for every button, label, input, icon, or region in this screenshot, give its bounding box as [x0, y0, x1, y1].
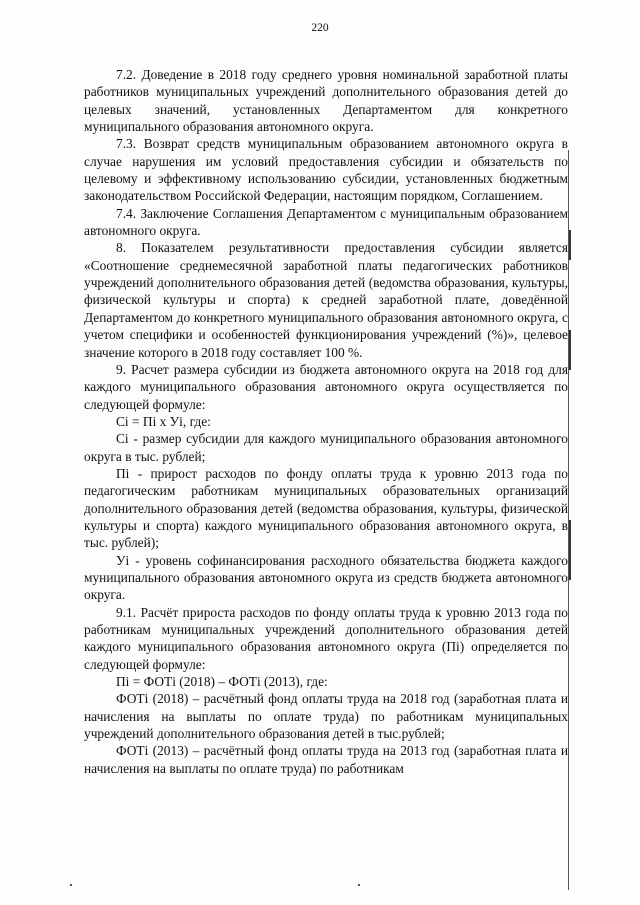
paragraph-7-3: 7.3. Возврат средств муниципальным образованием автономного округа в случае нарушения им условий предоставления субсидии и обязательств по целевому и эффективному использованию субсидии, установленных бюджетным законодательством Российской Федерации, настоящим порядком, Соглашением.: [84, 136, 568, 204]
document-body: [84, 66, 568, 777]
scan-speck: [70, 884, 72, 886]
paragraph-7-2: 7.2. Доведение в 2018 году среднего уровня номинальной заработной платы работников муниципальных учреждений дополнительного образования детей до целевых значений, установленных Департаментом для конкретного муниципального образования автономного округа.: [84, 67, 568, 135]
formula-ci: Ci = Пi x Уi, где:: [116, 413, 211, 429]
scan-edge-mark: [569, 520, 571, 580]
definition-pi: Пi - прирост расходов по фонду оплаты труда к уровню 2013 года по педагогическим работникам муниципальных образовательных организаций дополнительного образования детей (ведомства образования, культуры, физической культуры и спорта) каждого муниципального образования автономного округа, в тыс. рублей);: [84, 465, 568, 551]
paragraph-9: 9. Расчет размера субсидии из бюджета автономного округа на 2018 год для каждого муниципального образования автономного округа осуществляется по следующей формуле:: [84, 361, 568, 412]
definition-ui: Уi - уровень софинансирования расходного обязательства бюджета каждого муниципального образования автономного округа из средств бюджета автономного округа.: [84, 552, 568, 603]
page-number: 220: [311, 22, 329, 34]
definition-ci: Ci - размер субсидии для каждого муниципального образования автономного округа в тыс. рублей;: [84, 431, 568, 464]
scan-edge-mark: [569, 330, 571, 370]
paragraph-7-4: 7.4. Заключение Соглашения Департаментом с муниципальным образованием автономного округа.: [84, 205, 568, 239]
definition-fot-2018: ФОТi (2018) – расчётный фонд оплаты труда на 2018 год (заработная плата и начисления на выплаты по оплате труда) по работникам муниципальных учреждений дополнительного образования детей в тыс.рублей;: [84, 691, 568, 742]
definition-fot-2013: ФОТi (2013) – расчётный фонд оплаты труда на 2013 год (заработная плата и начисления на выплаты по оплате труда) по работникам: [84, 743, 568, 776]
paragraph-9-1: 9.1. Расчёт прироста расходов по фонду оплаты труда к уровню 2013 года по работникам муниципальных учреждений дополнительного образования детей каждого муниципального образования автономного округа (Пi) определяется по следующей формуле:: [84, 604, 568, 672]
scan-edge-mark: [569, 230, 571, 260]
paragraph-8: 8. Показателем результативности предоставления субсидии является «Соотношение среднемесячной заработной платы педагогических работников учреждений дополнительного образования детей (ведомства образования, культуры, физической культуры и спорта) к средней заработной плате, доведённой Департаментом до конкретного муниципального образования автономного округа, с учетом специфики и особенностей функционирования учреждений (%)», целевое значение которого в 2018 году составляет 100 %.: [84, 240, 568, 360]
formula-pi: Пi = ФОТi (2018) – ФОТi (2013), где:: [116, 674, 328, 690]
scan-speck: [358, 884, 360, 886]
